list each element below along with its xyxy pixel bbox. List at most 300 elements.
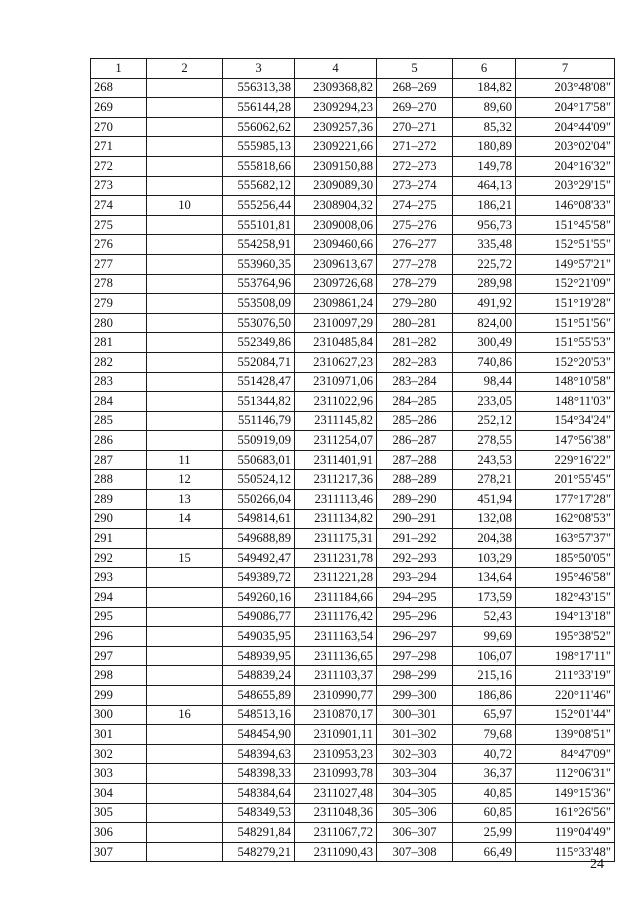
cell-bearing: 220°11'46" [516, 686, 615, 706]
cell-segment: 268–269 [377, 78, 453, 98]
cell-point-number: 303 [91, 764, 147, 784]
cell-bearing: 229°16'22" [516, 450, 615, 470]
column-header-1: 1 [91, 59, 147, 79]
cell-segment: 283–284 [377, 372, 453, 392]
cell-coordinate-y: 2309150,88 [295, 156, 377, 176]
cell-coordinate-y: 2309221,66 [295, 137, 377, 157]
page-number: 24 [590, 857, 604, 872]
table-row [91, 509, 615, 529]
cell-segment: 303–304 [377, 764, 453, 784]
cell-coordinate-y: 2311163,54 [295, 627, 377, 647]
table-row [91, 411, 615, 431]
cell-coordinate-x: 548839,24 [223, 666, 295, 686]
cell-coordinate-y: 2311401,91 [295, 450, 377, 470]
table-row [91, 627, 615, 647]
cell-length: 184,82 [453, 78, 516, 98]
cell-length: 99,69 [453, 627, 516, 647]
cell-coordinate-y: 2309294,23 [295, 98, 377, 118]
cell-section-number [147, 352, 223, 372]
cell-length: 233,05 [453, 392, 516, 412]
cell-segment: 292–293 [377, 548, 453, 568]
cell-point-number: 270 [91, 117, 147, 137]
cell-bearing: 147°56'38" [516, 431, 615, 451]
cell-section-number [147, 137, 223, 157]
cell-coordinate-x: 553960,35 [223, 254, 295, 274]
cell-coordinate-x: 549492,47 [223, 548, 295, 568]
table-row [91, 490, 615, 510]
table-row [91, 548, 615, 568]
cell-length: 65,97 [453, 705, 516, 725]
cell-segment: 270–271 [377, 117, 453, 137]
cell-section-number [147, 627, 223, 647]
cell-bearing: 162°08'53" [516, 509, 615, 529]
cell-coordinate-x: 548398,33 [223, 764, 295, 784]
cell-bearing: 203°29'15" [516, 176, 615, 196]
cell-coordinate-y: 2310971,06 [295, 372, 377, 392]
cell-length: 89,60 [453, 98, 516, 118]
cell-coordinate-x: 550266,04 [223, 490, 295, 510]
cell-segment: 294–295 [377, 588, 453, 608]
table-row [91, 783, 615, 803]
cell-segment: 269–270 [377, 98, 453, 118]
cell-length: 204,38 [453, 529, 516, 549]
cell-section-number [147, 235, 223, 255]
cell-bearing: 115°33'48" [516, 842, 615, 862]
cell-coordinate-y: 2311103,37 [295, 666, 377, 686]
cell-bearing: 198°17'11" [516, 646, 615, 666]
cell-length: 36,37 [453, 764, 516, 784]
cell-point-number: 269 [91, 98, 147, 118]
cell-coordinate-x: 548939,95 [223, 646, 295, 666]
cell-section-number [147, 411, 223, 431]
cell-section-number [147, 744, 223, 764]
cell-coordinate-y: 2310627,23 [295, 352, 377, 372]
cell-coordinate-x: 555985,13 [223, 137, 295, 157]
cell-coordinate-x: 548655,89 [223, 686, 295, 706]
cell-segment: 284–285 [377, 392, 453, 412]
cell-coordinate-x: 551428,47 [223, 372, 295, 392]
table-row [91, 450, 615, 470]
cell-length: 60,85 [453, 803, 516, 823]
cell-coordinate-y: 2310870,17 [295, 705, 377, 725]
cell-coordinate-y: 2311136,65 [295, 646, 377, 666]
cell-section-number [147, 823, 223, 843]
cell-section-number [147, 98, 223, 118]
cell-segment: 281–282 [377, 333, 453, 353]
cell-point-number: 305 [91, 803, 147, 823]
cell-point-number: 306 [91, 823, 147, 843]
cell-section-number [147, 783, 223, 803]
cell-bearing: 151°51'56" [516, 313, 615, 333]
cell-coordinate-y: 2309460,66 [295, 235, 377, 255]
cell-segment: 272–273 [377, 156, 453, 176]
cell-section-number [147, 392, 223, 412]
cell-length: 278,55 [453, 431, 516, 451]
cell-point-number: 302 [91, 744, 147, 764]
table-row [91, 744, 615, 764]
cell-point-number: 287 [91, 450, 147, 470]
cell-length: 106,07 [453, 646, 516, 666]
cell-length: 25,99 [453, 823, 516, 843]
cell-section-number: 11 [147, 450, 223, 470]
cell-segment: 293–294 [377, 568, 453, 588]
cell-bearing: 163°57'37" [516, 529, 615, 549]
cell-coordinate-y: 2309368,82 [295, 78, 377, 98]
cell-coordinate-y: 2309613,67 [295, 254, 377, 274]
cell-bearing: 203°48'08" [516, 78, 615, 98]
cell-point-number: 301 [91, 725, 147, 745]
cell-coordinate-y: 2311176,42 [295, 607, 377, 627]
cell-point-number: 300 [91, 705, 147, 725]
table-row [91, 176, 615, 196]
table-row [91, 117, 615, 137]
cell-bearing: 185°50'05" [516, 548, 615, 568]
cell-bearing: 112°06'31" [516, 764, 615, 784]
table-row [91, 352, 615, 372]
cell-length: 180,89 [453, 137, 516, 157]
cell-coordinate-x: 553076,50 [223, 313, 295, 333]
cell-coordinate-y: 2310901,11 [295, 725, 377, 745]
cell-segment: 300–301 [377, 705, 453, 725]
cell-bearing: 154°34'24" [516, 411, 615, 431]
cell-coordinate-x: 549389,72 [223, 568, 295, 588]
cell-bearing: 194°13'18" [516, 607, 615, 627]
cell-bearing: 177°17'28" [516, 490, 615, 510]
cell-coordinate-y: 2311221,28 [295, 568, 377, 588]
cell-point-number: 304 [91, 783, 147, 803]
cell-coordinate-y: 2311113,46 [295, 490, 377, 510]
cell-coordinate-y: 2310993,78 [295, 764, 377, 784]
cell-point-number: 299 [91, 686, 147, 706]
cell-coordinate-x: 548394,63 [223, 744, 295, 764]
cell-point-number: 283 [91, 372, 147, 392]
cell-section-number [147, 725, 223, 745]
cell-coordinate-x: 552349,86 [223, 333, 295, 353]
cell-segment: 305–306 [377, 803, 453, 823]
cell-coordinate-y: 2310485,84 [295, 333, 377, 353]
cell-coordinate-x: 556144,28 [223, 98, 295, 118]
cell-section-number: 14 [147, 509, 223, 529]
cell-coordinate-y: 2311145,82 [295, 411, 377, 431]
cell-segment: 280–281 [377, 313, 453, 333]
table-row [91, 137, 615, 157]
cell-section-number [147, 333, 223, 353]
cell-segment: 301–302 [377, 725, 453, 745]
cell-length: 149,78 [453, 156, 516, 176]
cell-coordinate-y: 2311027,48 [295, 783, 377, 803]
cell-coordinate-y: 2311022,96 [295, 392, 377, 412]
table-row [91, 764, 615, 784]
cell-length: 300,49 [453, 333, 516, 353]
cell-section-number [147, 803, 223, 823]
cell-length: 451,94 [453, 490, 516, 510]
cell-segment: 291–292 [377, 529, 453, 549]
cell-bearing: 211°33'19" [516, 666, 615, 686]
cell-segment: 282–283 [377, 352, 453, 372]
cell-segment: 289–290 [377, 490, 453, 510]
table-row [91, 333, 615, 353]
cell-section-number [147, 117, 223, 137]
cell-point-number: 291 [91, 529, 147, 549]
cell-section-number [147, 842, 223, 862]
cell-coordinate-x: 548513,16 [223, 705, 295, 725]
cell-point-number: 296 [91, 627, 147, 647]
cell-point-number: 288 [91, 470, 147, 490]
cell-bearing: 84°47'09" [516, 744, 615, 764]
cell-length: 173,59 [453, 588, 516, 608]
cell-segment: 285–286 [377, 411, 453, 431]
table-row [91, 646, 615, 666]
cell-length: 289,98 [453, 274, 516, 294]
cell-section-number [147, 313, 223, 333]
table-row [91, 98, 615, 118]
cell-point-number: 279 [91, 294, 147, 314]
cell-bearing: 195°38'52" [516, 627, 615, 647]
cell-segment: 288–289 [377, 470, 453, 490]
cell-bearing: 201°55'45" [516, 470, 615, 490]
cell-coordinate-x: 556062,62 [223, 117, 295, 137]
cell-coordinate-x: 550919,09 [223, 431, 295, 451]
cell-coordinate-x: 548279,21 [223, 842, 295, 862]
cell-section-number [147, 764, 223, 784]
cell-section-number [147, 607, 223, 627]
cell-section-number [147, 274, 223, 294]
cell-length: 103,29 [453, 548, 516, 568]
cell-segment: 304–305 [377, 783, 453, 803]
table-row [91, 78, 615, 98]
cell-length: 66,49 [453, 842, 516, 862]
table-row [91, 431, 615, 451]
cell-length: 225,72 [453, 254, 516, 274]
cell-bearing: 152°01'44" [516, 705, 615, 725]
cell-coordinate-x: 549260,16 [223, 588, 295, 608]
cell-coordinate-x: 555256,44 [223, 196, 295, 216]
cell-section-number [147, 686, 223, 706]
cell-segment: 277–278 [377, 254, 453, 274]
cell-section-number [147, 646, 223, 666]
cell-coordinate-y: 2311048,36 [295, 803, 377, 823]
table-row [91, 705, 615, 725]
cell-coordinate-y: 2309257,36 [295, 117, 377, 137]
cell-bearing: 119°04'49" [516, 823, 615, 843]
cell-segment: 287–288 [377, 450, 453, 470]
cell-length: 491,92 [453, 294, 516, 314]
cell-length: 52,43 [453, 607, 516, 627]
cell-bearing: 151°45'58" [516, 215, 615, 235]
table-row [91, 686, 615, 706]
table-row [91, 842, 615, 862]
table-row [91, 666, 615, 686]
cell-length: 215,16 [453, 666, 516, 686]
cell-point-number: 278 [91, 274, 147, 294]
table-row [91, 196, 615, 216]
cell-length: 40,72 [453, 744, 516, 764]
cell-point-number: 277 [91, 254, 147, 274]
cell-coordinate-y: 2311231,78 [295, 548, 377, 568]
cell-bearing: 139°08'51" [516, 725, 615, 745]
cell-coordinate-y: 2311184,66 [295, 588, 377, 608]
cell-bearing: 151°55'53" [516, 333, 615, 353]
cell-coordinate-x: 552084,71 [223, 352, 295, 372]
cell-point-number: 281 [91, 333, 147, 353]
table-row [91, 470, 615, 490]
cell-length: 40,85 [453, 783, 516, 803]
cell-point-number: 295 [91, 607, 147, 627]
cell-point-number: 298 [91, 666, 147, 686]
table-row [91, 823, 615, 843]
table-row [91, 568, 615, 588]
column-header-7: 7 [516, 59, 615, 79]
cell-bearing: 161°26'56" [516, 803, 615, 823]
cell-section-number [147, 254, 223, 274]
cell-bearing: 152°20'53" [516, 352, 615, 372]
cell-point-number: 280 [91, 313, 147, 333]
column-header-6: 6 [453, 59, 516, 79]
cell-coordinate-x: 548291,84 [223, 823, 295, 843]
cell-bearing: 195°46'58" [516, 568, 615, 588]
cell-coordinate-x: 555682,12 [223, 176, 295, 196]
cell-section-number [147, 431, 223, 451]
cell-bearing: 204°44'09" [516, 117, 615, 137]
table-row [91, 529, 615, 549]
cell-coordinate-x: 550683,01 [223, 450, 295, 470]
cell-coordinate-y: 2309726,68 [295, 274, 377, 294]
cell-length: 85,32 [453, 117, 516, 137]
cell-point-number: 268 [91, 78, 147, 98]
cell-coordinate-y: 2311090,43 [295, 842, 377, 862]
cell-length: 464,13 [453, 176, 516, 196]
cell-segment: 279–280 [377, 294, 453, 314]
cell-section-number [147, 372, 223, 392]
cell-point-number: 285 [91, 411, 147, 431]
cell-segment: 290–291 [377, 509, 453, 529]
cell-point-number: 290 [91, 509, 147, 529]
cell-length: 132,08 [453, 509, 516, 529]
table-row [91, 803, 615, 823]
cell-segment: 297–298 [377, 646, 453, 666]
cell-point-number: 275 [91, 215, 147, 235]
column-header-4: 4 [295, 59, 377, 79]
cell-bearing: 151°19'28" [516, 294, 615, 314]
cell-point-number: 274 [91, 196, 147, 216]
cell-section-number [147, 529, 223, 549]
table-row [91, 235, 615, 255]
cell-coordinate-y: 2310097,29 [295, 313, 377, 333]
table-row [91, 725, 615, 745]
cell-section-number: 10 [147, 196, 223, 216]
cell-coordinate-x: 554258,91 [223, 235, 295, 255]
cell-section-number [147, 666, 223, 686]
cell-coordinate-x: 548454,90 [223, 725, 295, 745]
cell-coordinate-y: 2309089,30 [295, 176, 377, 196]
cell-point-number: 292 [91, 548, 147, 568]
cell-coordinate-x: 550524,12 [223, 470, 295, 490]
cell-segment: 275–276 [377, 215, 453, 235]
cell-bearing: 152°51'55" [516, 235, 615, 255]
table-row [91, 607, 615, 627]
cell-bearing: 148°10'58" [516, 372, 615, 392]
cell-coordinate-x: 549086,77 [223, 607, 295, 627]
cell-length: 740,86 [453, 352, 516, 372]
cell-point-number: 297 [91, 646, 147, 666]
cell-section-number: 15 [147, 548, 223, 568]
cell-length: 278,21 [453, 470, 516, 490]
cell-coordinate-y: 2308904,32 [295, 196, 377, 216]
cell-coordinate-y: 2311175,31 [295, 529, 377, 549]
cell-section-number [147, 78, 223, 98]
cell-segment: 276–277 [377, 235, 453, 255]
cell-point-number: 286 [91, 431, 147, 451]
table-row [91, 313, 615, 333]
cell-segment: 296–297 [377, 627, 453, 647]
table-header-row [91, 59, 615, 79]
cell-point-number: 289 [91, 490, 147, 510]
cell-point-number: 294 [91, 588, 147, 608]
cell-segment: 306–307 [377, 823, 453, 843]
cell-section-number [147, 176, 223, 196]
cell-segment: 286–287 [377, 431, 453, 451]
cell-length: 98,44 [453, 372, 516, 392]
cell-coordinate-y: 2311254,07 [295, 431, 377, 451]
cell-length: 824,00 [453, 313, 516, 333]
cell-segment: 274–275 [377, 196, 453, 216]
table-row [91, 588, 615, 608]
table-row [91, 215, 615, 235]
cell-length: 956,73 [453, 215, 516, 235]
cell-point-number: 273 [91, 176, 147, 196]
cell-point-number: 272 [91, 156, 147, 176]
cell-coordinate-x: 549688,89 [223, 529, 295, 549]
cell-coordinate-y: 2311067,72 [295, 823, 377, 843]
table-row [91, 392, 615, 412]
cell-coordinate-x: 553764,96 [223, 274, 295, 294]
cell-section-number: 12 [147, 470, 223, 490]
cell-length: 243,53 [453, 450, 516, 470]
cell-length: 335,48 [453, 235, 516, 255]
cell-length: 186,21 [453, 196, 516, 216]
cell-coordinate-y: 2310990,77 [295, 686, 377, 706]
cell-section-number [147, 588, 223, 608]
cell-segment: 302–303 [377, 744, 453, 764]
cell-coordinate-x: 548384,64 [223, 783, 295, 803]
cell-section-number: 16 [147, 705, 223, 725]
cell-bearing: 152°21'09" [516, 274, 615, 294]
cell-point-number: 307 [91, 842, 147, 862]
cell-point-number: 284 [91, 392, 147, 412]
cell-bearing: 204°17'58" [516, 98, 615, 118]
cell-coordinate-x: 553508,09 [223, 294, 295, 314]
cell-coordinate-x: 555818,66 [223, 156, 295, 176]
cell-length: 186,86 [453, 686, 516, 706]
cell-bearing: 149°15'36" [516, 783, 615, 803]
table-row [91, 294, 615, 314]
cell-point-number: 282 [91, 352, 147, 372]
cell-bearing: 204°16'32" [516, 156, 615, 176]
column-header-2: 2 [147, 59, 223, 79]
cell-length: 134,64 [453, 568, 516, 588]
cell-length: 79,68 [453, 725, 516, 745]
cell-section-number [147, 156, 223, 176]
table-row [91, 274, 615, 294]
cell-bearing: 148°11'03" [516, 392, 615, 412]
cell-section-number [147, 294, 223, 314]
table-row [91, 254, 615, 274]
cell-point-number: 276 [91, 235, 147, 255]
cell-segment: 298–299 [377, 666, 453, 686]
cell-point-number: 271 [91, 137, 147, 157]
cell-bearing: 203°02'04" [516, 137, 615, 157]
table-row [91, 156, 615, 176]
